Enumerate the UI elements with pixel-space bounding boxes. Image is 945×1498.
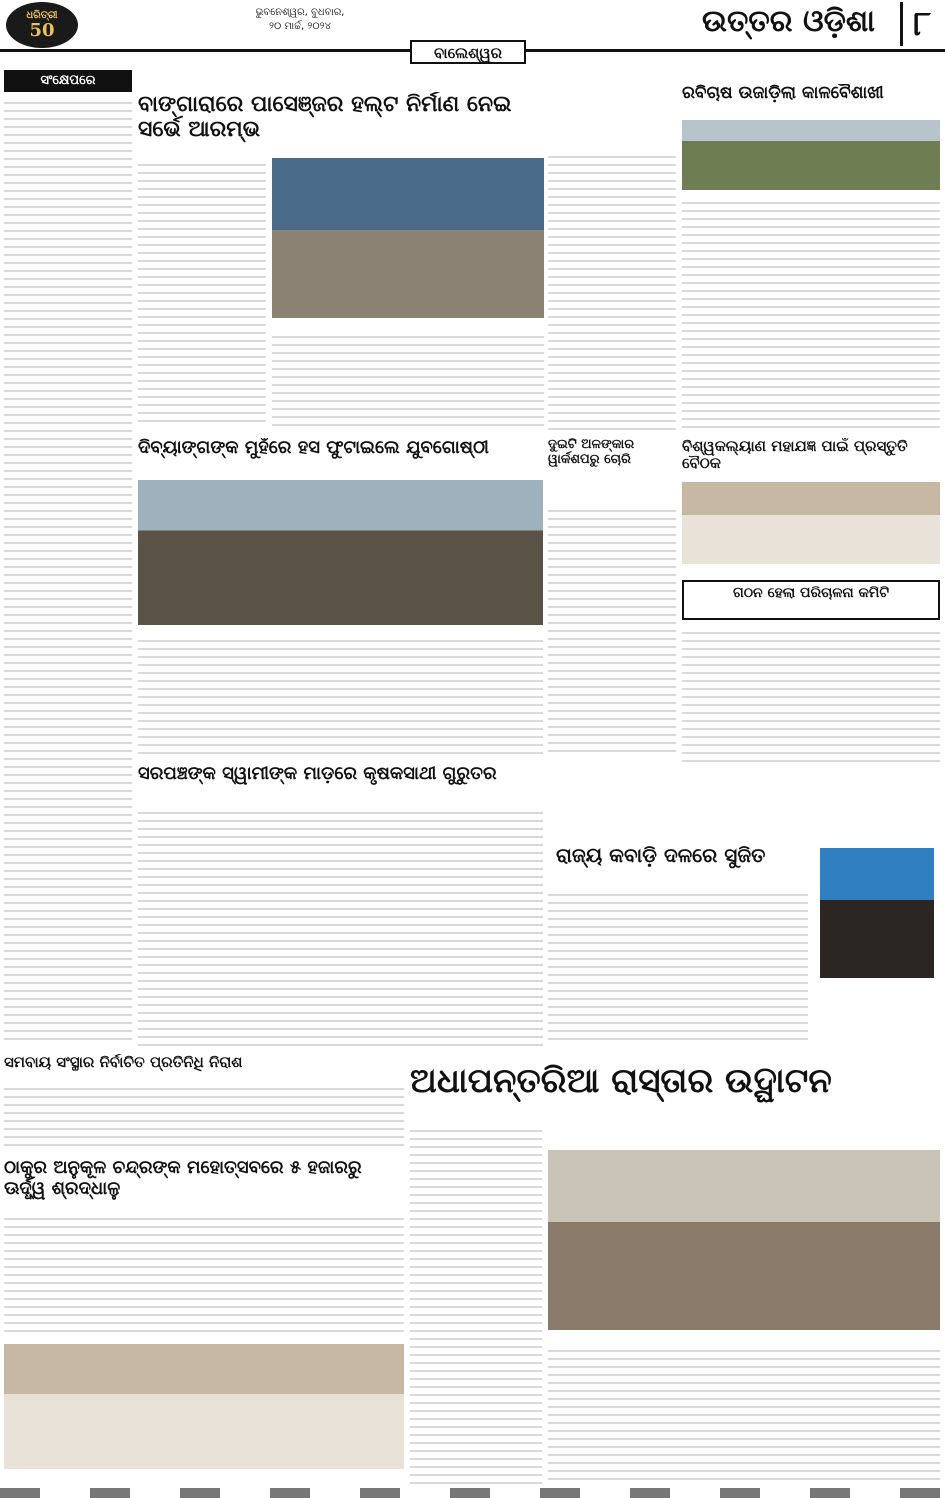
lead-body-col3 [548, 150, 676, 430]
rail-survey-photo [272, 158, 544, 318]
samabaya-headline: ସମବାୟ ସଂସ୍ଥାର ନିର୍ବାଚିତ ପ୍ରତିନିଧି ନିରାଶ [4, 1054, 243, 1071]
left-column-text [4, 96, 132, 1046]
thakur-headline: ଠାକୁର ଅନୁକୂଳ ଚନ୍ଦ୍ରଙ୍କ ମହୋତ୍ସବରେ ୫ ହଜାରରୁ ଊର୍ଦ୍ଧ୍ୱ ଶ୍ରଦ୍ଧାଳୁ [4, 1158, 362, 1199]
thakur-body [4, 1212, 404, 1338]
newspaper-logo [6, 2, 78, 48]
theft-headline: ଦୁଇଟି ଅଳଙ୍କାର ୱାର୍କଶପରୁ ଚୋରି [548, 438, 635, 467]
sujit-portrait-photo [820, 848, 934, 978]
lead-body-col2 [272, 330, 544, 430]
kabaddi-body [548, 888, 808, 1046]
section-title: ଉତ୍ତର ଓଡ଼ିଶା [701, 4, 875, 39]
print-registration-bar [0, 1488, 945, 1498]
kabaddi-headline: ରାଜ୍ୟ କବାଡ଼ି ଦଳରେ ସୁଜିତ [556, 844, 766, 867]
theft-body [548, 504, 676, 754]
kalbaisakhi-headline: ରବିଚାଷ ଉଜାଡ଼ିଲା କାଳବୈଶାଖୀ [682, 84, 884, 103]
vishwakalyan-headline: ବିଶ୍ୱକଲ୍ୟାଣ ମହାଯଜ୍ଞ ପାଇଁ ପ୍ରସ୍ତୁତି ବୈଠକ [682, 438, 908, 473]
divyang-body [138, 634, 543, 754]
sarpanch-headline: ସରପଞ୍ଚଙ୍କ ସ୍ୱାମୀଙ୍କ ମାଡ଼ରେ କୃଷକସାଥୀ ଗୁରୁତର [138, 764, 497, 784]
dateline [240, 6, 360, 34]
logo-brand: ଧରିତ୍ରୀ [26, 10, 58, 21]
committee-box-text: ଗଠନ ହେଲା ପରିଚାଳନା କମିଟି [732, 585, 890, 601]
lead-headline: ବାଙ୍ଗାରାରେ ପାସେଞ୍ଜର ହଲ୍ଟ ନିର୍ମାଣ ନେଇ ସର୍ଭେ ଆରମ୍ଭ [138, 92, 512, 143]
committee-box [682, 580, 940, 620]
crop-field-photo [682, 120, 940, 190]
district-label: ବାଲେଶ୍ୱର [410, 40, 526, 64]
vishwakalyan-body [682, 626, 940, 766]
dateline-line2: ୨୦ ମାର୍ଚ୍ଚ, ୨୦୨୪ [268, 21, 331, 32]
lead-body-col1 [138, 158, 266, 428]
road-body-col2 [548, 1344, 940, 1484]
kalbaisakhi-body [682, 196, 940, 430]
samabaya-body [4, 1082, 404, 1152]
divyang-headline: ଦିବ୍ୟାଙ୍ଗଙ୍କ ମୁହଁରେ ହସ ଫୁଟାଇଲେ ଯୁବଗୋଷ୍ଠୀ [138, 438, 489, 458]
dateline-line1: ଭୁବନେଶ୍ୱର, ବୁଧବାର, [255, 7, 345, 18]
road-headline: ଅଧାପନ୍ତରିଆ ରାସ୍ତାର ଉଦ୍ଘାଟନ [410, 1062, 832, 1101]
meeting-photo [682, 482, 940, 564]
sankhepare-box [4, 70, 132, 92]
youth-group-photo [138, 480, 543, 625]
festival-photo [4, 1344, 404, 1469]
sankhepare-label: ସଂକ୍ଷେପରେ [4, 70, 132, 92]
logo-number: 50 [29, 20, 55, 41]
page-number: ୮ [900, 2, 931, 46]
road-body-col1 [410, 1124, 542, 1484]
road-inauguration-photo [548, 1150, 940, 1330]
left-column-briefs [4, 96, 132, 1046]
sarpanch-body [138, 806, 543, 1046]
